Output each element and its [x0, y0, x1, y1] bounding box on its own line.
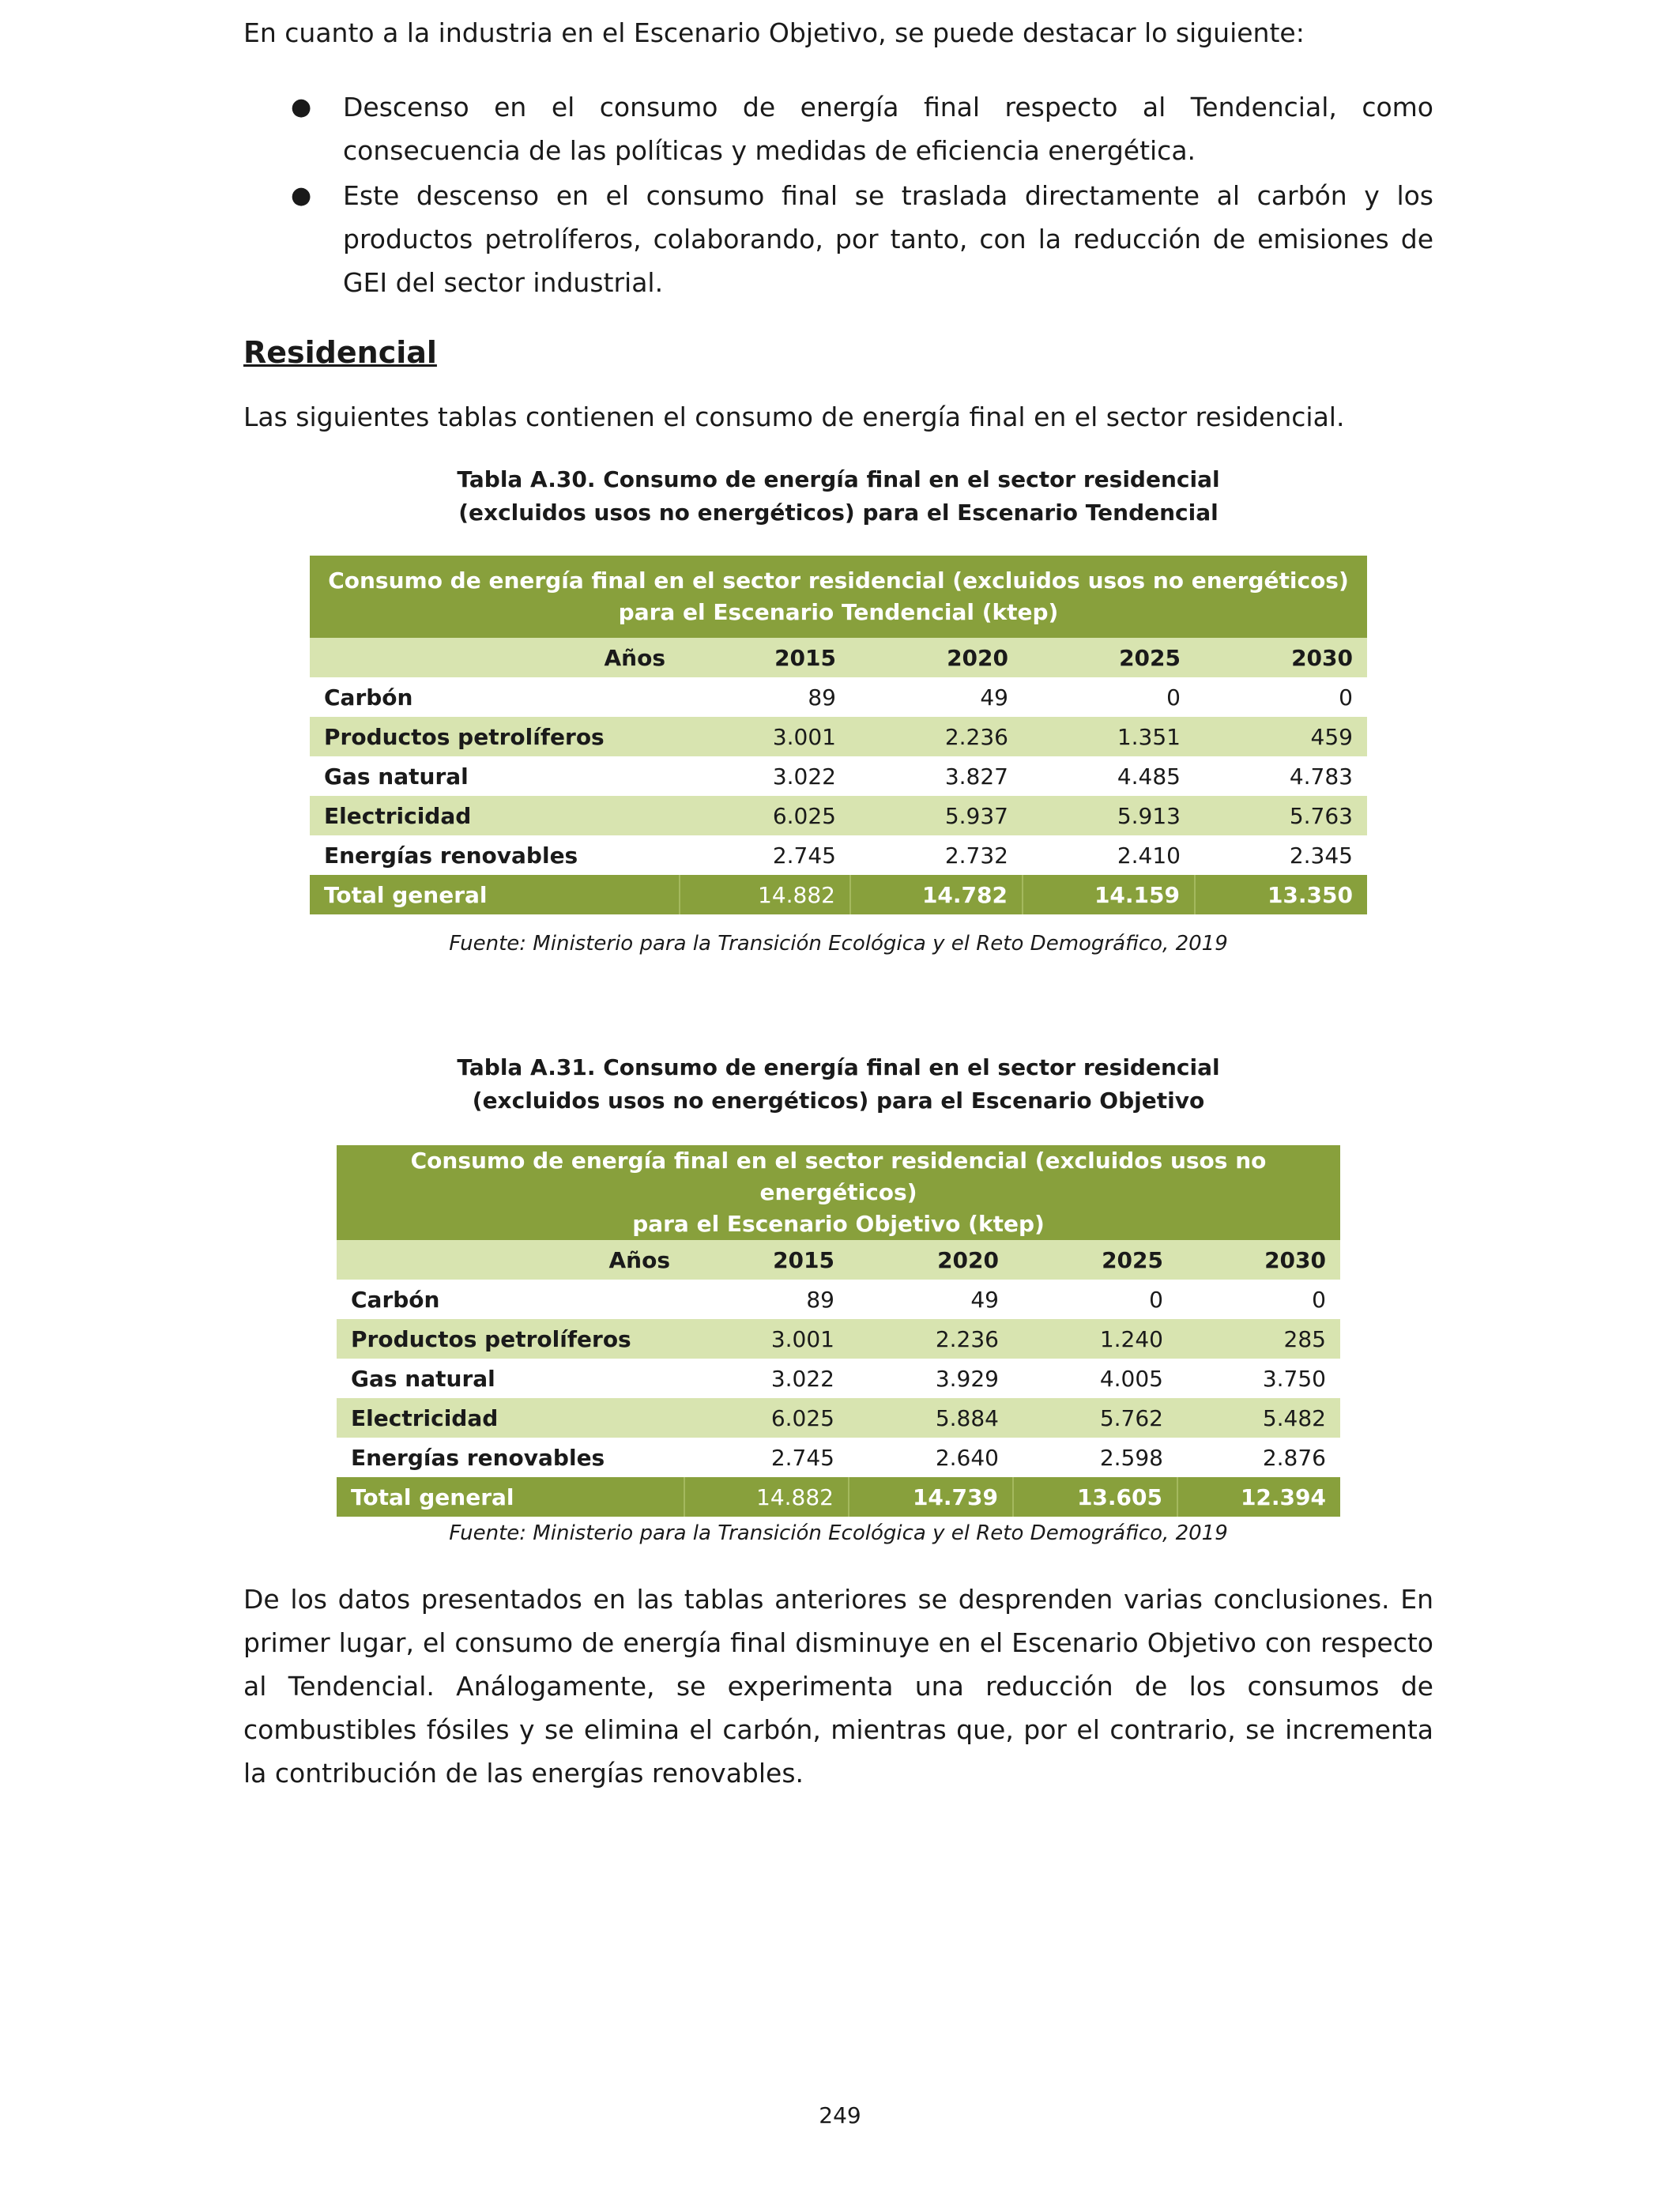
bullet-item [243, 85, 1433, 172]
table-cell: 2.876 [1262, 1444, 1326, 1471]
table1-header-row [310, 556, 1367, 638]
table-cell: 2.745 [770, 1444, 834, 1471]
table-cell: 3.827 [944, 763, 1008, 790]
table2-header-row [337, 1145, 1340, 1240]
bullet-item [243, 174, 1433, 304]
table1-total-row [310, 875, 1367, 914]
total-label: Total general [310, 875, 680, 914]
table1 [310, 556, 1367, 914]
total-cell: 12.394 [1177, 1477, 1340, 1517]
row-label: Energías renovables [324, 842, 578, 869]
table-cell: 6.025 [684, 1398, 849, 1438]
table-row [310, 756, 1367, 796]
table-row [310, 677, 1367, 717]
table-cell: 89 [808, 684, 836, 711]
table2 [337, 1145, 1340, 1517]
table-cell: 2.598 [1099, 1444, 1163, 1471]
section-intro: Las siguientes tablas contienen el consumo de energía final en el sector residencial. [243, 401, 1345, 432]
table-cell: 5.482 [1177, 1398, 1340, 1438]
row-label: Carbón [324, 684, 413, 711]
table-row [337, 1398, 1340, 1438]
table-cell: 3.929 [935, 1365, 999, 1392]
bullet-icon: ● [291, 182, 312, 209]
table-cell: 89 [806, 1286, 834, 1313]
table-row [337, 1319, 1340, 1359]
table1-caption-line2: (excluidos usos no energéticos) para el Escenario Tendencial [458, 499, 1219, 526]
table-cell: 0 [1166, 684, 1181, 711]
row-label: Gas natural [324, 763, 469, 790]
table-cell: 3.022 [770, 1365, 834, 1392]
table-cell: 459 [1195, 717, 1367, 756]
table2-source: Fuente: Ministerio para la Transición Ecológica y el Reto Demográfico, 2019 [449, 1521, 1228, 1545]
bullet-text: Este descenso en el consumo final se traslada directamente al carbón y los productos petrolíferos, colaborando, por tanto, con la reducción de emisiones de GEI del sector industrial. [343, 180, 1433, 298]
table-cell: 4.005 [1099, 1365, 1163, 1392]
year-header: 2030 [1177, 1240, 1340, 1280]
table-cell: 6.025 [680, 796, 850, 835]
table-row [337, 1359, 1340, 1398]
table-cell: 4.485 [1117, 763, 1181, 790]
table-cell: 49 [970, 1286, 999, 1313]
table-row [310, 796, 1367, 835]
table-cell: 2.236 [850, 717, 1023, 756]
table-cell: 2.410 [1117, 842, 1181, 869]
total-label: Total general [337, 1477, 684, 1517]
section-heading: Residencial [243, 335, 437, 370]
table-cell: 5.937 [850, 796, 1023, 835]
row-label: Carbón [351, 1286, 440, 1313]
table-cell: 285 [1177, 1319, 1340, 1359]
table2-header-line1: Consumo de energía final en el sector residencial (excluidos usos no energéticos) [410, 1148, 1267, 1205]
row-label: Productos petrolíferos [310, 717, 680, 756]
total-cell: 13.605 [1013, 1477, 1177, 1517]
row-label: Electricidad [337, 1398, 684, 1438]
years-label: Años [337, 1240, 684, 1280]
table-cell: 4.783 [1289, 763, 1353, 790]
bullet-text: Descenso en el consumo de energía final respecto al Tendencial, como consecuencia de las políticas y medidas de eficiencia energética. [343, 92, 1433, 166]
table1-source: Fuente: Ministerio para la Transición Ecológica y el Reto Demográfico, 2019 [449, 932, 1228, 956]
intro-paragraph: En cuanto a la industria en el Escenario Objetivo, se puede destacar lo siguiente: [243, 17, 1305, 48]
table-row [310, 835, 1367, 875]
total-cell: 14.882 [684, 1477, 849, 1517]
table-cell: 5.763 [1195, 796, 1367, 835]
year-header: 2025 [1023, 638, 1195, 677]
table-cell: 3.001 [680, 717, 850, 756]
table-cell: 0 [1149, 1286, 1163, 1313]
table-row [337, 1438, 1340, 1477]
year-header: 2025 [1013, 1240, 1177, 1280]
table-cell: 2.732 [944, 842, 1008, 869]
conclusion-paragraph: De los datos presentados en las tablas anteriores se desprenden varias conclusiones. En primer lugar, el consumo de energía final disminuye en el Escenario Objetivo con respecto al Tendencial. Análogamente, se experimenta una reducción de los consumos de combustibles fósiles y se elimina el carbón, mientras que, por el contrario, se incrementa la contribución de las energías renovables. [243, 1584, 1433, 1789]
table2-caption [243, 1051, 1433, 1118]
year-header: 2020 [849, 1240, 1013, 1280]
total-cell: 14.739 [849, 1477, 1013, 1517]
table-cell: 5.762 [1013, 1398, 1177, 1438]
table-cell: 2.345 [1289, 842, 1353, 869]
row-label: Gas natural [351, 1365, 495, 1392]
table2-years-row [337, 1240, 1340, 1280]
table-cell: 1.351 [1023, 717, 1195, 756]
row-label: Electricidad [310, 796, 680, 835]
table-row [310, 717, 1367, 756]
table-cell: 5.884 [849, 1398, 1013, 1438]
page-number: 249 [819, 2102, 861, 2128]
table2-header-line2: para el Escenario Objetivo (ktep) [632, 1211, 1045, 1237]
table1-header [310, 556, 1367, 638]
row-label: Energías renovables [351, 1444, 605, 1471]
total-cell: 14.159 [1023, 875, 1195, 914]
bullet-icon: ● [291, 93, 312, 121]
table-cell: 2.236 [849, 1319, 1013, 1359]
table2-caption-line2: (excluidos usos no energéticos) para el Escenario Objetivo [472, 1088, 1205, 1114]
table-row [337, 1280, 1340, 1319]
table-cell: 2.640 [935, 1444, 999, 1471]
table1-caption-line1: Tabla A.30. Consumo de energía final en el sector residencial [457, 466, 1220, 492]
table-cell: 3.750 [1262, 1365, 1326, 1392]
table2-caption-line1: Tabla A.31. Consumo de energía final en el sector residencial [457, 1054, 1220, 1080]
row-label: Productos petrolíferos [337, 1319, 684, 1359]
year-header: 2015 [684, 1240, 849, 1280]
total-cell: 13.350 [1195, 875, 1367, 914]
total-cell: 14.782 [850, 875, 1023, 914]
table1-caption [243, 463, 1433, 530]
total-cell: 14.882 [680, 875, 850, 914]
table-cell: 2.745 [772, 842, 836, 869]
year-header: 2030 [1195, 638, 1367, 677]
table1-header-line1: Consumo de energía final en el sector residencial (excluidos usos no energéticos) [328, 567, 1349, 594]
year-header: 2015 [680, 638, 850, 677]
table1-header-line2: para el Escenario Tendencial (ktep) [618, 599, 1059, 625]
table-cell: 49 [980, 684, 1008, 711]
table2-header [337, 1145, 1340, 1240]
table-cell: 0 [1312, 1286, 1326, 1313]
table-cell: 0 [1339, 684, 1353, 711]
table-cell: 3.001 [684, 1319, 849, 1359]
year-header: 2020 [850, 638, 1023, 677]
years-label: Años [310, 638, 680, 677]
table2-total-row [337, 1477, 1340, 1517]
bullet-list [243, 85, 1433, 306]
table-cell: 5.913 [1023, 796, 1195, 835]
table1-years-row [310, 638, 1367, 677]
table-cell: 1.240 [1013, 1319, 1177, 1359]
table-cell: 3.022 [772, 763, 836, 790]
